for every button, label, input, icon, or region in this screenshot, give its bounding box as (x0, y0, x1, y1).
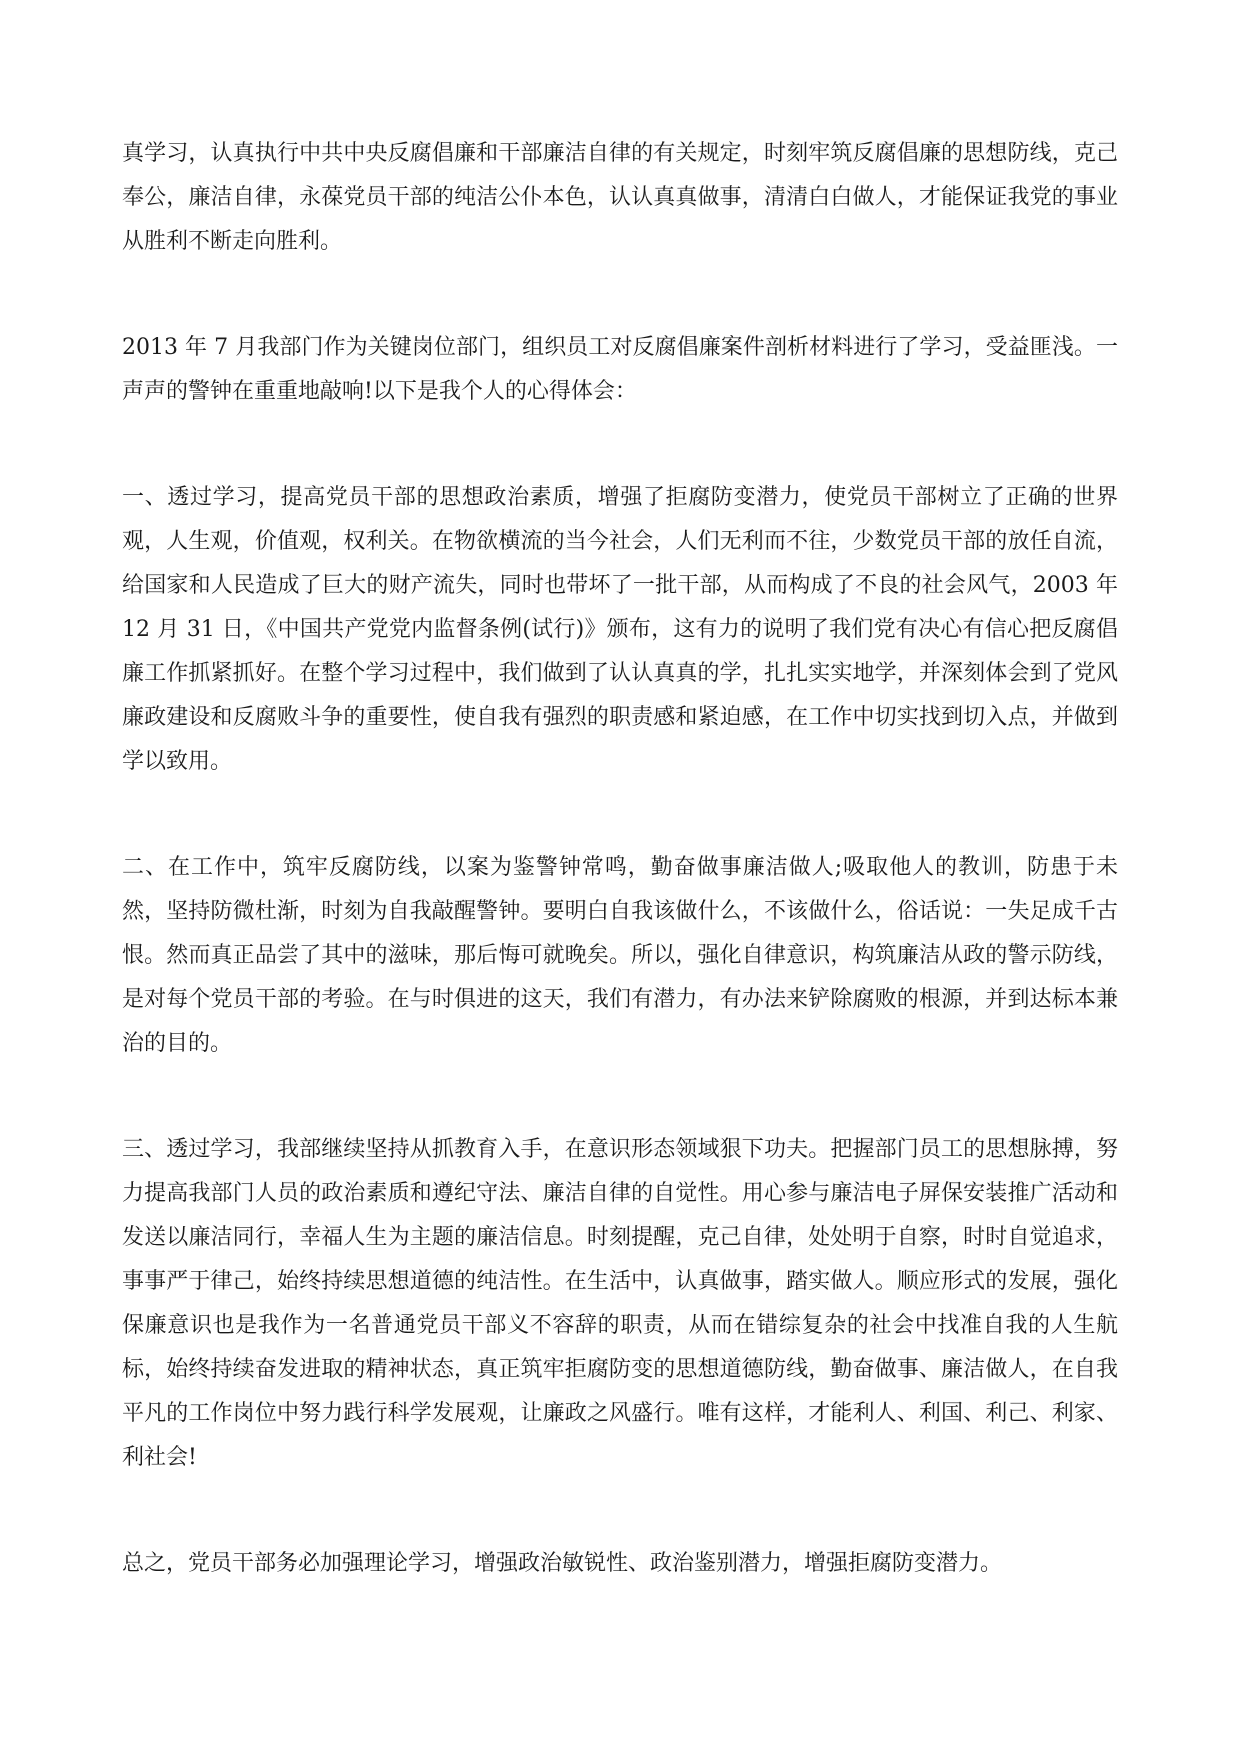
paragraph-4: 二、在工作中，筑牢反腐防线，以案为鉴警钟常鸣，勤奋做事廉洁做人;吸取他人的教训，防患于未然，坚持防微杜渐，时刻为自我敲醒警钟。要明白自我该做什么，不该做什么，俗话说：一失足成千古恨。然而真正品尝了其中的滋味，那后悔可就晚矣。所以，强化自律意识，构筑廉洁从政的警示防线，是对每个党员干部的考验。在与时俱进的这天，我们有潜力，有办法来铲除腐败的根源，并到达标本兼治的目的。 (122, 855, 1118, 1056)
paragraph-5: 三、透过学习，我部继续坚持从抓教育入手，在意识形态领域狠下功夫。把握部门员工的思想脉搏，努力提高我部门人员的政治素质和遵纪守法、廉洁自律的自觉性。用心参与廉洁电子屏保安装推广活动和发送以廉洁同行，幸福人生为主题的廉洁信息。时刻提醒，克己自律，处处明于自察，时时自觉追求，事事严于律己，始终持续思想道德的纯洁性。在生活中，认真做事，踏实做人。顺应形式的发展，强化保廉意识也是我作为一名普通党员干部义不容辞的职责，从而在错综复杂的社会中找准自我的人生航标，始终持续奋发进取的精神状态，真正筑牢拒腐防变的思想道德防线，勤奋做事、廉洁做人，在自我平凡的工作岗位中努力践行科学发展观，让廉政之风盛行。唯有这样，才能利人、利国、利己、利家、利社会! (122, 1137, 1118, 1470)
paragraph-2: 2013 年 7 月我部门作为关键岗位部门，组织员工对反腐倡廉案件剖析材料进行了学习，受益匪浅。一声声的警钟在重重地敲响!以下是我个人的心得体会： (122, 335, 1118, 404)
paragraph-1: 真学习，认真执行中共中央反腐倡廉和干部廉洁自律的有关规定，时刻牢筑反腐倡廉的思想防线，克己奉公，廉洁自律，永葆党员干部的纯洁公仆本色，认认真真做事，清清白白做人，才能保证我党的事业从胜利不断走向胜利。 (122, 141, 1118, 254)
paragraph-3: 一、透过学习，提高党员干部的思想政治素质，增强了拒腐防变潜力，使党员干部树立了正确的世界观，人生观，价值观，权利关。在物欲横流的当今社会，人们无利而不往，少数党员干部的放任自流，给国家和人民造成了巨大的财产流失，同时也带坏了一批干部，从而构成了不良的社会风气，2003 年 12 月 31 日，《中国共产党党内监督条例(试行)》颁布，这有力的说明了我们党有决心有信心把反腐倡廉工作抓紧抓好。在整个学习过程中，我们做到了认认真真的学，扎扎实实地学，并深刻体会到了党风廉政建设和反腐败斗争的重要性，使自我有强烈的职责感和紧迫感，在工作中切实找到切入点，并做到学以致用。 (122, 485, 1118, 774)
document-body (122, 132, 1118, 1586)
paragraph-6: 总之，党员干部务必加强理论学习，增强政治敏锐性、政治鉴别潜力，增强拒腐防变潜力。 (122, 1551, 1003, 1576)
